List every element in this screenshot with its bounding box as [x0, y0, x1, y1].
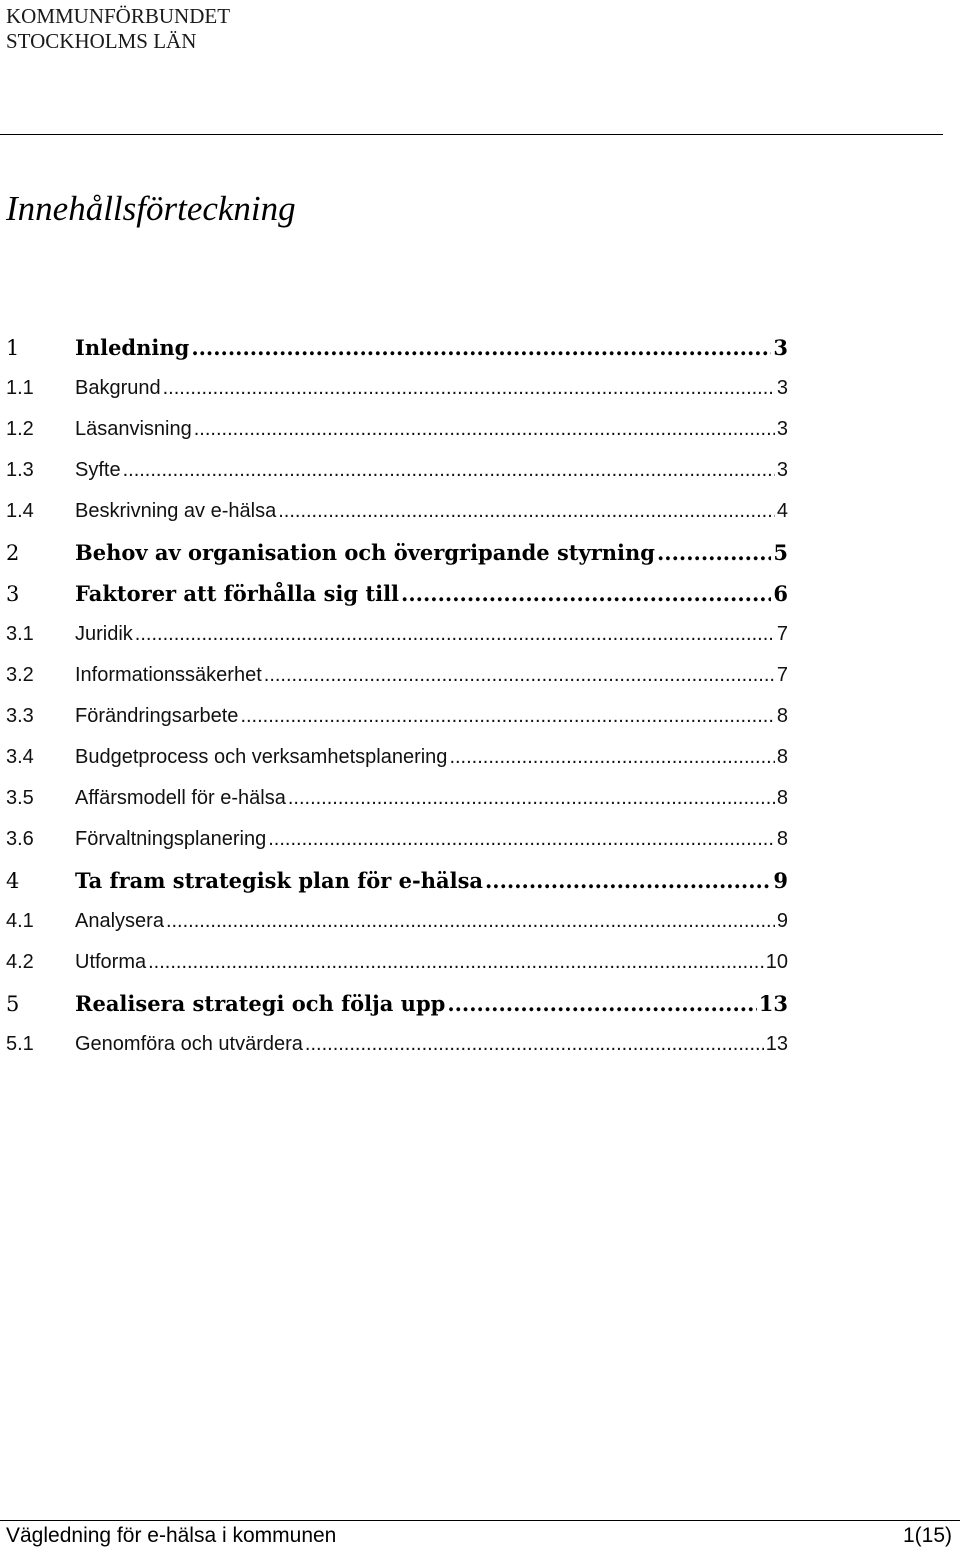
toc-entry-page-number: 7 — [776, 623, 788, 645]
toc-entry-page-number: 3 — [776, 459, 788, 481]
toc-dot-leader — [191, 327, 771, 368]
toc-entry-label: Budgetprocess och verksamhetsplanering — [75, 746, 448, 768]
toc-dot-leader — [194, 409, 775, 450]
toc-entry-page-number: 9 — [773, 868, 788, 893]
toc-entry-label: Analysera — [75, 910, 164, 932]
toc-dot-leader — [401, 573, 771, 614]
toc-dot-leader — [485, 860, 771, 901]
toc-entry-label: Affärsmodell för e-hälsa — [75, 787, 286, 809]
toc-entry[interactable] — [6, 368, 788, 409]
toc-entry-number: 3.2 — [6, 664, 34, 686]
toc-entry-number: 4.1 — [6, 910, 34, 932]
toc-entry-page-number: 4 — [776, 500, 788, 522]
toc-entry-page-number: 13 — [765, 1033, 788, 1055]
toc-entry-label: Genomföra och utvärdera — [75, 1033, 303, 1055]
toc-dot-leader — [449, 737, 774, 778]
toc-entry-label: Informationssäkerhet — [75, 664, 262, 686]
toc-dot-leader — [123, 450, 775, 491]
footer-document-title: Vägledning för e-hälsa i kommunen — [6, 1524, 337, 1547]
toc-entry-number: 3.5 — [6, 787, 34, 809]
toc-dot-leader — [288, 778, 775, 819]
toc-entry-number: 1.2 — [6, 418, 34, 440]
organization-header — [6, 4, 230, 54]
organization-name-line2: STOCKHOLMS LÄN — [6, 29, 197, 53]
toc-entry[interactable] — [6, 409, 788, 450]
toc-entry[interactable] — [6, 491, 788, 532]
toc-entry-label: Läsanvisning — [75, 418, 192, 440]
toc-entry-number: 5.1 — [6, 1033, 34, 1055]
toc-entry-label: Utforma — [75, 951, 147, 973]
organization-name-line1: KOMMUNFÖRBUNDET — [6, 4, 231, 28]
toc-entry-number: 5 — [6, 992, 20, 1016]
header-divider — [0, 134, 943, 135]
toc-entry-page-number: 9 — [776, 910, 788, 932]
toc-entry[interactable] — [6, 450, 788, 491]
toc-entry-number: 1.4 — [6, 500, 34, 522]
toc-entry-number: 1 — [6, 336, 20, 360]
toc-entry[interactable] — [6, 327, 788, 368]
toc-entry-page-number: 8 — [776, 787, 788, 809]
toc-dot-leader — [166, 901, 775, 942]
toc-entry-label: Syfte — [75, 459, 121, 481]
toc-entry-number: 4 — [6, 869, 20, 893]
toc-dot-leader — [268, 819, 775, 860]
toc-dot-leader — [305, 1024, 764, 1065]
toc-entry[interactable] — [6, 942, 788, 983]
toc-entry-number: 3 — [6, 582, 20, 606]
toc-dot-leader — [278, 491, 775, 532]
toc-entry-number: 4.2 — [6, 951, 34, 973]
toc-entry-label: Faktorer att förhålla sig till — [75, 581, 400, 606]
toc-title: Innehållsförteckning — [6, 189, 296, 228]
toc-entry-label: Ta fram strategisk plan för e-hälsa — [75, 868, 483, 893]
toc-entry-label: Realisera strategi och följa upp — [75, 991, 446, 1016]
toc-entry-page-number: 8 — [776, 705, 788, 727]
toc-entry[interactable] — [6, 1024, 788, 1065]
toc-entry[interactable] — [6, 819, 788, 860]
toc-entry[interactable] — [6, 737, 788, 778]
toc-entry-number: 2 — [6, 541, 20, 565]
table-of-contents — [6, 327, 788, 1065]
toc-entry[interactable] — [6, 983, 788, 1024]
toc-entry-page-number: 6 — [773, 581, 788, 606]
toc-entry[interactable] — [6, 860, 788, 901]
toc-entry-page-number: 3 — [773, 335, 788, 360]
toc-entry-label: Inledning — [75, 335, 190, 360]
toc-entry-number: 3.6 — [6, 828, 34, 850]
toc-entry-label: Juridik — [75, 623, 133, 645]
footer-page-indicator: 1(15) — [902, 1524, 952, 1547]
toc-entry[interactable] — [6, 696, 788, 737]
toc-entry-label: Bakgrund — [75, 377, 161, 399]
toc-dot-leader — [148, 942, 764, 983]
toc-entry-number: 3.4 — [6, 746, 34, 768]
toc-entry[interactable] — [6, 614, 788, 655]
toc-entry[interactable] — [6, 778, 788, 819]
toc-dot-leader — [240, 696, 774, 737]
toc-dot-leader — [657, 532, 771, 573]
footer-divider — [0, 1520, 960, 1521]
toc-entry-number: 1.3 — [6, 459, 34, 481]
toc-entry-page-number: 13 — [758, 991, 788, 1016]
toc-entry-page-number: 3 — [776, 418, 788, 440]
toc-dot-leader — [163, 368, 775, 409]
toc-entry-page-number: 7 — [776, 664, 788, 686]
toc-entry[interactable] — [6, 901, 788, 942]
toc-entry-number: 1.1 — [6, 377, 34, 399]
toc-entry[interactable] — [6, 655, 788, 696]
toc-entry-label: Förvaltningsplanering — [75, 828, 267, 850]
toc-dot-leader — [135, 614, 775, 655]
toc-entry-label: Förändringsarbete — [75, 705, 239, 727]
toc-entry-page-number: 8 — [776, 746, 788, 768]
toc-dot-leader — [264, 655, 775, 696]
toc-entry[interactable] — [6, 532, 788, 573]
toc-entry-number: 3.3 — [6, 705, 34, 727]
toc-entry-label: Beskrivning av e-hälsa — [75, 500, 277, 522]
toc-entry-page-number: 3 — [776, 377, 788, 399]
toc-entry-page-number: 10 — [765, 951, 788, 973]
toc-entry[interactable] — [6, 573, 788, 614]
toc-entry-number: 3.1 — [6, 623, 34, 645]
toc-entry-label: Behov av organisation och övergripande styrning — [75, 540, 655, 565]
toc-entry-page-number: 8 — [776, 828, 788, 850]
toc-dot-leader — [447, 983, 756, 1024]
toc-entry-page-number: 5 — [773, 540, 788, 565]
